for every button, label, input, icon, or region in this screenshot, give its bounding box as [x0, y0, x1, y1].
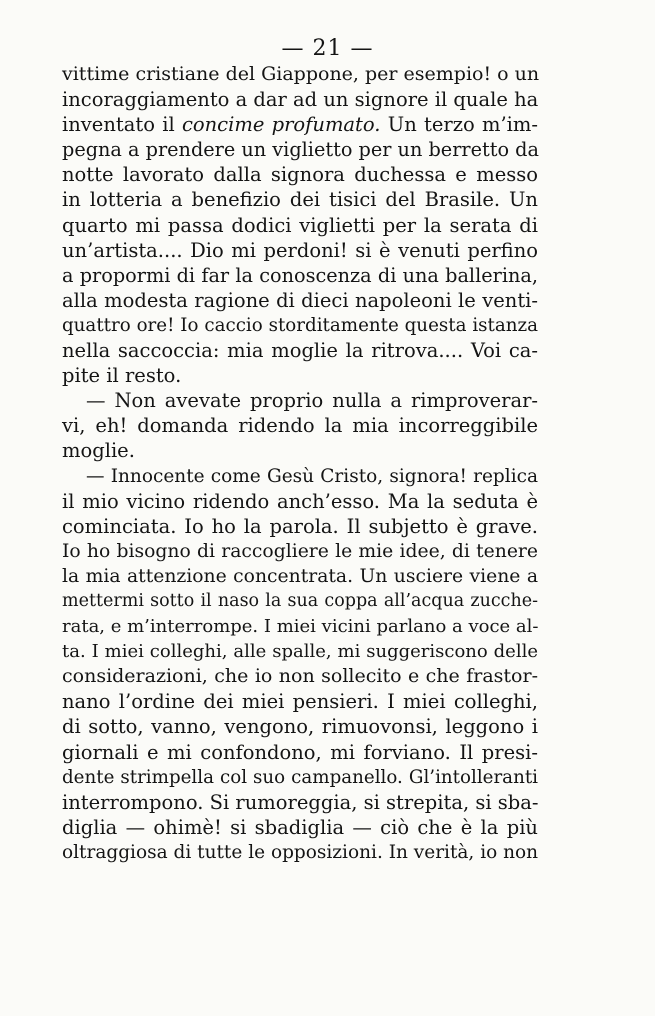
text-line-segment: alla modesta ragione di dieci napoleoni le venti-	[62, 288, 538, 312]
text-line-segment: vi, eh! domanda ridendo la mia incorreggibile	[62, 414, 538, 438]
text-line	[62, 589, 538, 614]
text-line-segment: rata, e m’interrompe. I miei vicini parlano a voce al-	[62, 616, 539, 638]
text-line	[62, 263, 538, 288]
text-line-segment: il mio vicino ridendo anch’esso. Ma la seduta è	[62, 489, 538, 513]
text-line-italic: concime profumato.	[181, 113, 381, 137]
text-line	[62, 238, 538, 263]
text-line	[62, 187, 538, 212]
page-number: — 21 —	[281, 36, 374, 61]
text-line-segment: considerazioni, che io non sollecito e che frastor-	[62, 665, 538, 688]
text-line	[62, 213, 538, 238]
text-line-segment: incoraggiamento a dar ad un signore il quale ha	[62, 88, 539, 112]
text-line	[62, 62, 538, 87]
text-line	[62, 137, 538, 162]
text-line-segment: — Non avevate proprio nulla a rimproverar-	[86, 389, 538, 413]
text-line	[62, 614, 538, 639]
text-line-segment: di sotto, vanno, vengono, rimuovonsi, leggono i	[62, 715, 538, 739]
text-line-segment: vittime cristiane del Giappone, per esempio! o un	[62, 63, 540, 85]
text-line	[62, 539, 538, 564]
text-line-segment: nano l’ordine dei miei pensieri. I miei colleghi,	[62, 690, 538, 714]
text-line-segment: moglie.	[62, 439, 135, 463]
text-line	[62, 815, 538, 840]
text-line	[62, 438, 538, 463]
text-line	[62, 413, 538, 438]
text-line-segment: pite il resto.	[62, 364, 182, 388]
body-text	[62, 62, 538, 865]
text-line-segment: Io ho bisogno di raccogliere le mie idee, di tenere	[62, 540, 538, 562]
text-line-segment: quattro ore! Io caccio storditamente questa istanza	[62, 314, 538, 336]
text-line	[62, 765, 538, 790]
text-line-segment: la mia attenzione concentrata. Un usciere viene a	[62, 565, 538, 587]
text-line-segment: quarto mi passa dodici viglietti per la serata di	[62, 213, 538, 237]
text-line-segment: un’artista.... Dio mi perdoni! si è venuti perfino	[62, 238, 538, 262]
text-line	[62, 464, 538, 489]
text-line	[62, 87, 538, 112]
text-line	[62, 162, 538, 187]
text-line-segment: inventato il	[62, 113, 182, 137]
text-line-segment: in lotteria a benefizio dei tisici del Brasile. Un	[62, 188, 538, 212]
text-line-segment: cominciata. Io ho la parola. Il subjetto è grave.	[62, 514, 538, 538]
text-line	[62, 790, 538, 815]
text-line-segment: ta. I miei colleghi, alle spalle, mi suggeriscono delle	[62, 641, 538, 663]
text-line	[62, 489, 538, 514]
text-line-segment: oltraggiosa di tutte le opposizioni. In verità, io non	[62, 841, 539, 863]
text-line	[62, 338, 538, 363]
text-line	[62, 689, 538, 714]
text-line-segment: a propormi di far la conoscenza di una ballerina,	[62, 263, 538, 287]
text-line	[62, 363, 538, 388]
text-line-segment: dente strimpella col suo campanello. Gl’intolleranti	[62, 766, 538, 788]
text-line-segment: pegna a prendere un viglietto per un berretto da	[62, 138, 539, 162]
text-line-segment: interrompono. Si rumoreggia, si strepita, si sba-	[62, 790, 539, 814]
text-line	[62, 564, 538, 589]
text-line-segment: nella saccoccia: mia moglie la ritrova.... Voi ca-	[62, 339, 538, 363]
text-line	[62, 514, 538, 539]
text-line	[62, 840, 538, 865]
text-line	[62, 388, 538, 413]
text-line-segment: diglia — ohimè! si sbadiglia — ciò che è la più	[62, 815, 538, 839]
text-line	[62, 714, 538, 739]
text-line	[62, 288, 538, 313]
text-line	[62, 740, 538, 765]
text-line	[62, 112, 538, 137]
text-line-segment: giornali e mi confondono, mi forviano. Il presi-	[62, 740, 538, 764]
text-line-segment: Un terzo m’im-	[380, 113, 538, 137]
text-line-segment: — Innocente come Gesù Cristo, signora! replica	[86, 465, 538, 487]
text-line	[62, 639, 538, 664]
text-line	[62, 664, 538, 689]
text-line-segment: notte lavorato dalla signora duchessa e messo	[62, 163, 538, 187]
text-line-segment: mettermi sotto il naso la sua coppa all’acqua zucche-	[62, 590, 538, 611]
text-line	[62, 313, 538, 338]
